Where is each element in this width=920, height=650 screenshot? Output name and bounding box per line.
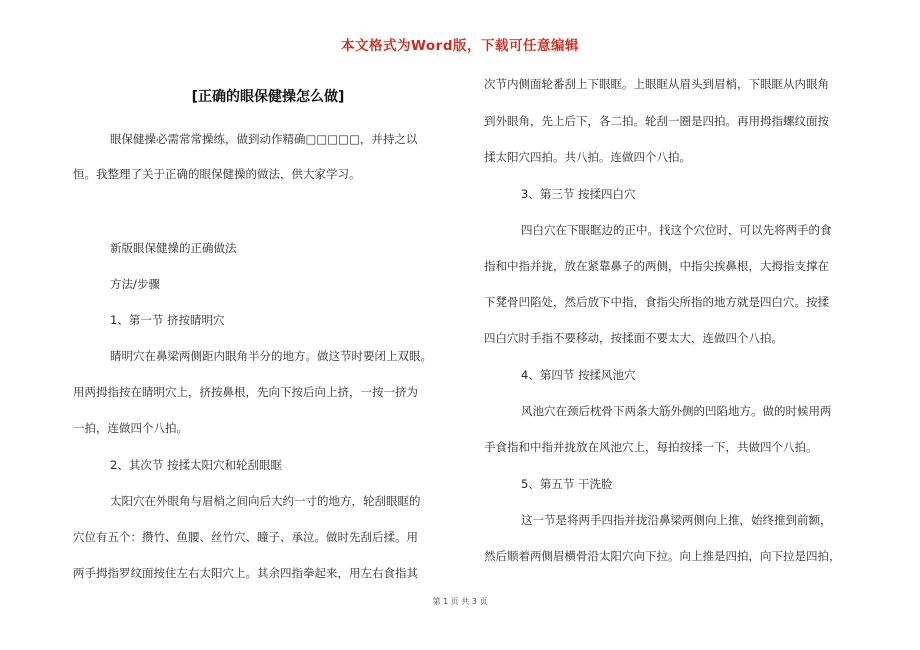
text-line: 眼保健操必需常常操练，做到动作精确□□□□□，并持之以 [110,132,418,146]
section-heading: 方法/步骤 [110,277,160,291]
text-line: 这一节是将两手四指并拢沿鼻梁两侧向上推，始终推到前额， [521,513,832,527]
text-line: 一拍，连做四个八拍。 [73,421,188,435]
text-line: 睛明穴在鼻梁两侧距内眼角半分的地方。做这节时要闭上双眼。 [110,349,432,363]
text-line: 到外眼角，先上后下，各二拍。轮刮一圈是四拍。再用拇指螺纹面按 [484,114,829,128]
step-heading: 1、第一节 挤按睛明穴 [110,313,225,327]
page-number-footer: 第 1 页 共 3 页 [432,597,488,606]
step-heading: 5、第五节 干洗脸 [521,477,613,491]
text-line: 穴位有五个：攒竹、鱼腰、丝竹穴、瞳子、承泣。做时先刮后揉。用 [73,530,418,544]
step-heading: 2、其次节 按揉太阳穴和轮刮眼眶 [110,458,282,472]
section-heading: 新版眼保健操的正确做法 [110,241,237,255]
text-line: 用两拇指按在睛明穴上，挤按鼻根，先向下按后向上挤，一按一挤为 [73,385,418,399]
text-line: 然后顺着两侧眉横骨沿太阳穴向下拉。向上推是四拍，向下拉是四拍， [484,549,841,563]
text-line: 风池穴在颈后枕骨下两条大筋外侧的凹陷地方。做的时候用两 [521,404,832,418]
text-line: 次节内侧面轮番刮上下眼眶。上眼眶从眉头到眉梢，下眼眶从内眼角 [484,77,829,91]
step-heading: 3、第三节 按揉四白穴 [521,187,636,201]
text-line: 指和中指并拢，放在紧靠鼻子的两侧，中指尖挨鼻根，大拇指支撑在 [484,259,829,273]
text-line: 太阳穴在外眼角与眉梢之间向后大约一寸的地方，轮刮眼眶的 [110,494,421,508]
step-heading: 4、第四节 按揉风池穴 [521,368,636,382]
text-line: 手食指和中指并拢放在风池穴上，每拍按揉一下，共做四个八拍。 [484,440,818,454]
text-line: 恒。我整理了关于正确的眼保健操的做法，供大家学习。 [73,167,361,181]
text-line: 两手拇指罗纹面按住左右太阳穴上。其余四指拳起来，用左右食指其 [73,566,418,580]
text-line: 四白穴在下眼眶边的正中。找这个穴位时，可以先将两手的食 [521,223,832,237]
document-title: [正确的眼保健操怎么做] [191,89,345,105]
text-line: 揉太阳穴四拍。共八拍。连做四个八拍。 [484,150,691,164]
text-line: 四白穴时手指不要移动，按揉面不要太大，连做四个八拍。 [484,331,783,345]
text-line: 下凳骨凹陷处，然后放下中指，食指尖所指的地方就是四白穴。按揉 [484,295,829,309]
word-edit-banner: 本文格式为Word版，下载可任意编辑 [340,38,579,54]
